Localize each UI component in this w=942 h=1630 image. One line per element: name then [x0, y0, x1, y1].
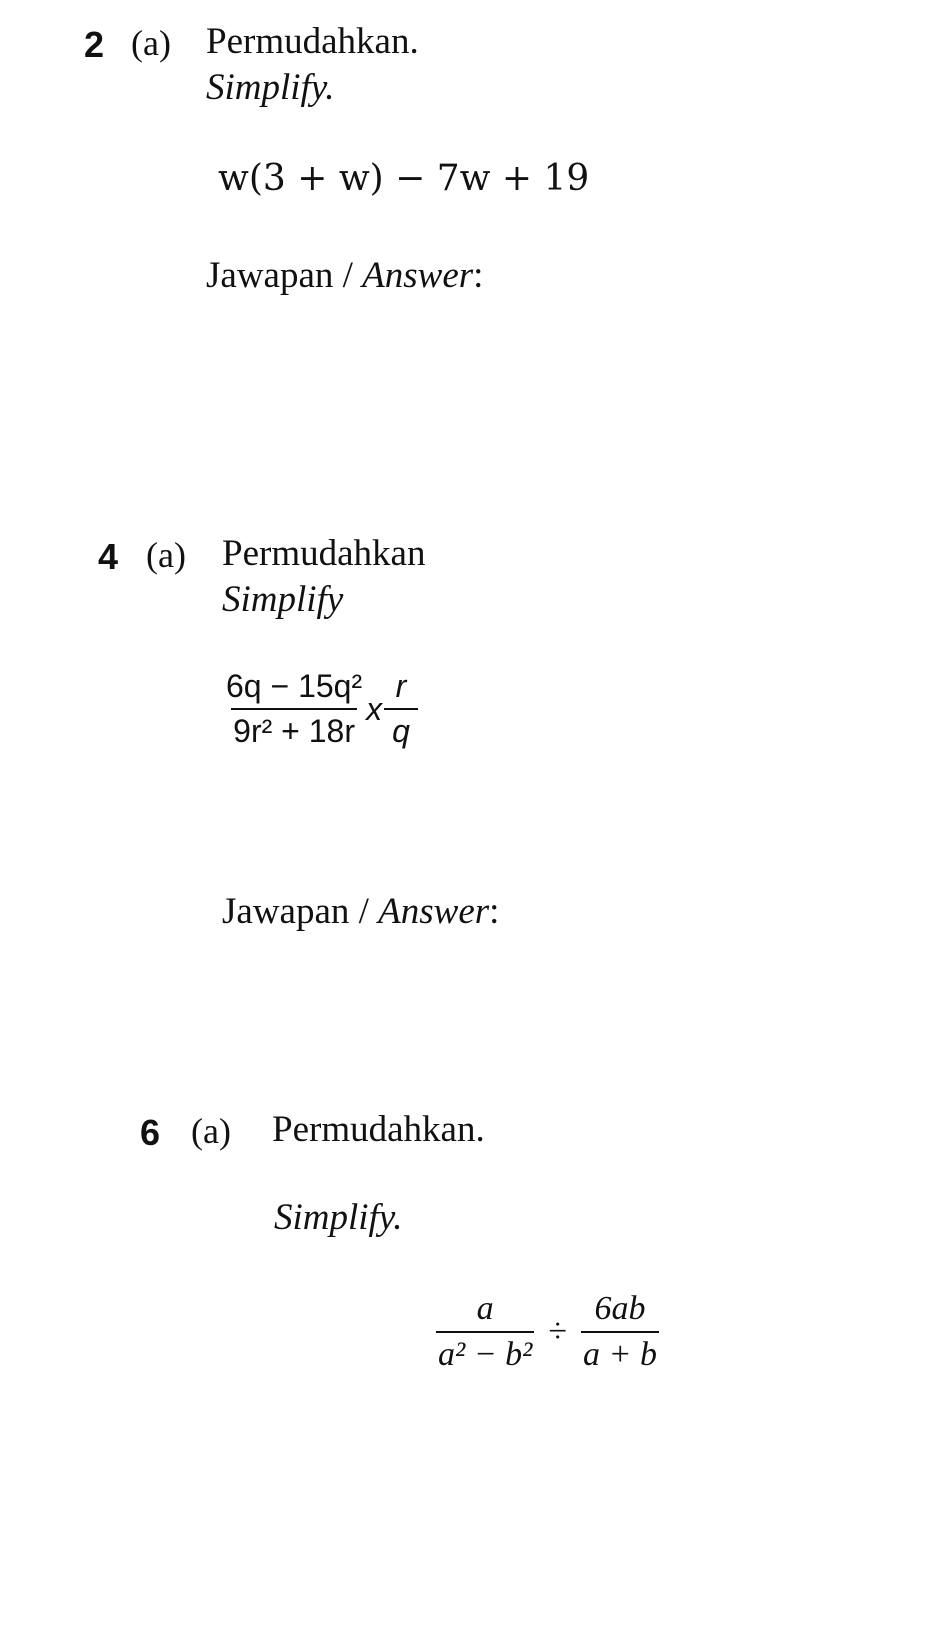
fraction-2-denominator: a + b — [581, 1331, 659, 1374]
question-4-fraction-2 — [384, 668, 418, 750]
fraction-1-denominator: 9r² + 18r — [231, 708, 357, 750]
question-4-expression — [224, 668, 418, 750]
answer-label-malay: Jawapan / — [206, 255, 353, 296]
question-6-expression — [436, 1290, 659, 1374]
answer-label-colon: : — [489, 891, 500, 932]
question-6-instruction-malay: Permudahkan. — [272, 1109, 485, 1150]
question-number-4: 4 — [98, 536, 119, 577]
fraction-2-denominator: q — [384, 708, 418, 750]
question-2-answer-label — [206, 254, 483, 297]
answer-label-english: Answer — [378, 891, 490, 932]
answer-label-english: Answer — [362, 255, 474, 296]
answer-label-colon: : — [473, 255, 484, 296]
question-2-instruction-malay: Permudahkan. — [206, 21, 419, 62]
question-2-part-label: (a) — [131, 23, 171, 63]
question-2-expression: w(3 + w) − 7w + 19 — [218, 158, 590, 199]
question-6-fraction-2 — [581, 1290, 659, 1374]
question-number-6: 6 — [140, 1112, 161, 1153]
divide-operator: ÷ — [548, 1313, 568, 1350]
question-number-2: 2 — [84, 24, 105, 65]
question-4-part-label: (a) — [146, 535, 186, 575]
question-4-instruction-english: Simplify — [222, 579, 344, 620]
question-4-instruction-malay: Permudahkan — [222, 533, 426, 574]
question-4-answer-label — [222, 890, 499, 933]
fraction-1-denominator: a² − b² — [436, 1331, 534, 1374]
answer-label-malay: Jawapan / — [222, 891, 369, 932]
multiply-operator: x — [366, 690, 383, 727]
question-2-instruction-english: Simplify. — [206, 67, 335, 108]
question-6-fraction-1 — [436, 1290, 534, 1374]
question-6-part-label: (a) — [191, 1111, 231, 1151]
fraction-2-numerator: 6ab — [594, 1290, 646, 1327]
fraction-1-numerator: a — [476, 1290, 494, 1327]
fraction-2-numerator: r — [395, 668, 407, 704]
question-4-fraction-1 — [224, 668, 364, 750]
fraction-1-numerator: 6q − 15q² — [226, 668, 363, 704]
question-6-instruction-english: Simplify. — [274, 1197, 403, 1238]
